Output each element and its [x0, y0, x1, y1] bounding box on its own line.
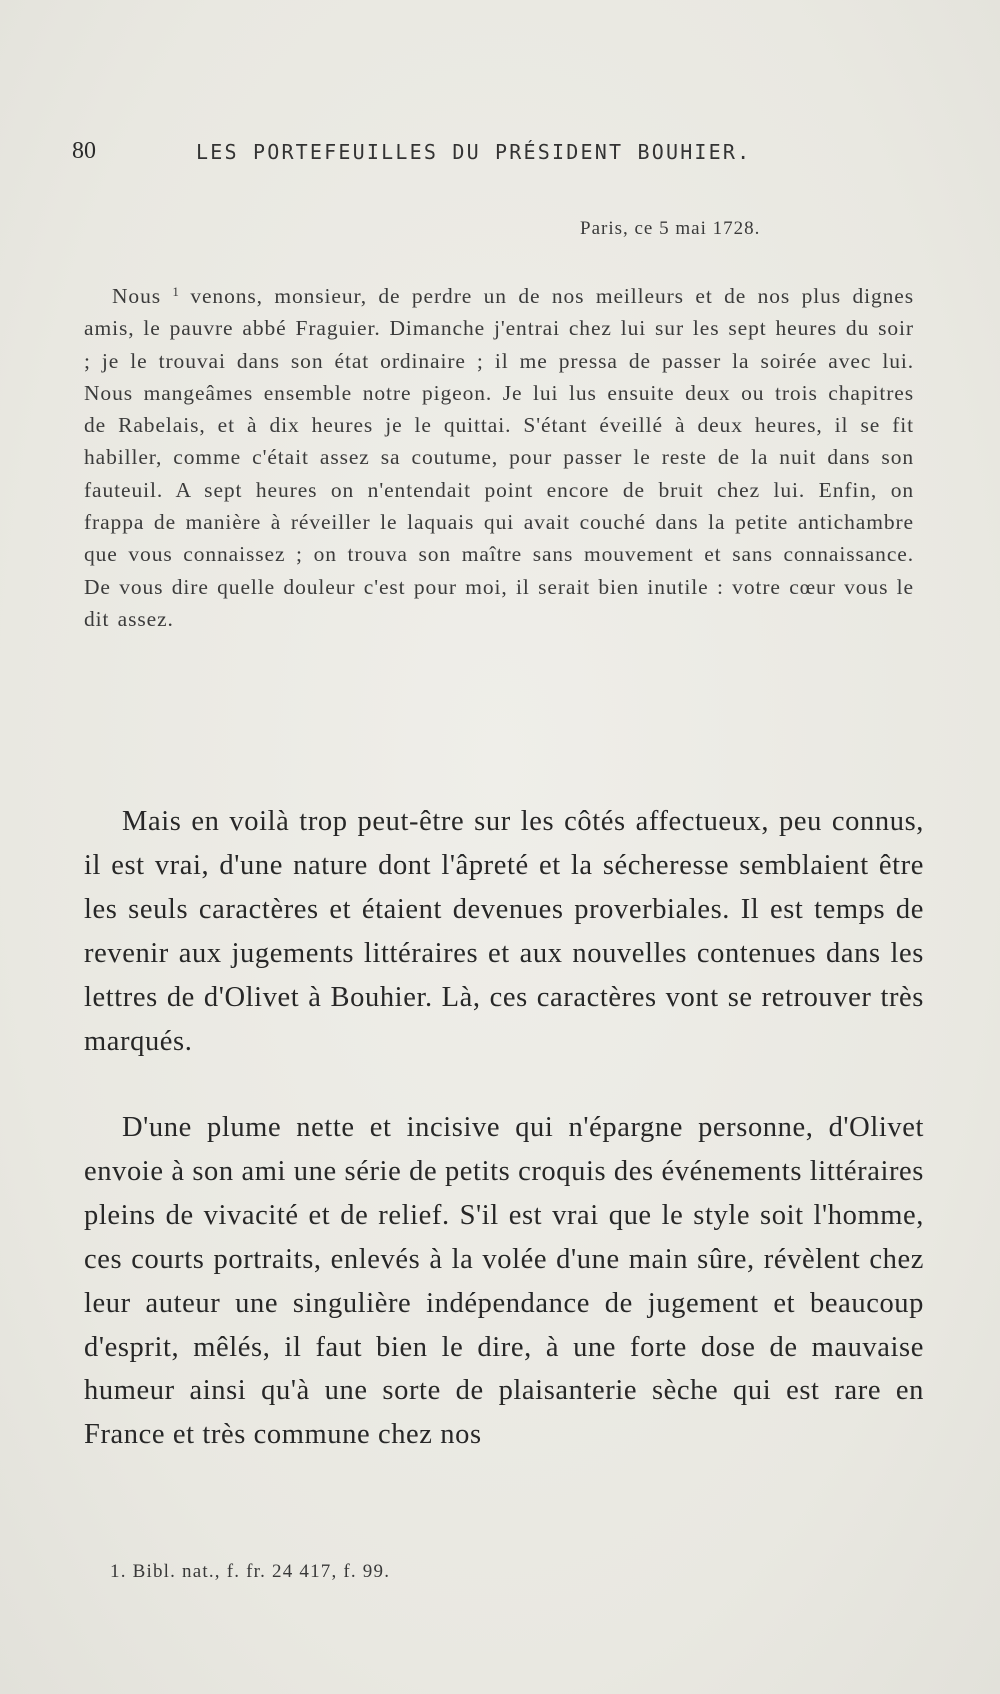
body-paragraph: Mais en voilà trop peut-être sur les côtés affectueux, peu connus, il est vrai, d'une nature dont l'âpreté et la sécheresse semblaient être les seuls caractères et étaient devenues proverbiales. Il est temps de revenir aux jugements littéraires et aux nouvelles contenues dans les lettres de d'Olivet à Bouhier. Là, ces caractères vont se retrouver très marqués.: [84, 806, 924, 1057]
running-title: LES PORTEFEUILLES DU PRÉSIDENT BOUHIER.: [196, 140, 752, 164]
quoted-letter: [84, 276, 914, 635]
letter-first-word: Nous: [112, 284, 161, 308]
letter-text: venons, monsieur, de perdre un de nos meilleurs et de nos plus dignes amis, le pauvre abbé Fraguier. Dimanche j'entrai chez lui sur les sept heures du soir ; je le trouvai dans son état ordinaire ; il me pressa de passer la soirée avec lui. Nous mangeâmes ensemble notre pigeon. Je lui lus ensuite deux ou trois chapitres de Rabelais, et à dix heures je le quittai. S'étant éveillé à deux heures, il se fit habiller, comme c'était assez sa coutume, pour passer le reste de la nuit dans son fauteuil. A sept heures on n'entendait point encore de bruit chez lui. Enfin, on frappa de manière à réveiller le laquais qui avait couché dans la petite antichambre que vous connaissez ; on trouva son maître sans mouvement et sans connaissance. De vous dire quelle douleur c'est pour moi, il serait bien inutile : votre cœur vous le dit assez.: [84, 284, 914, 631]
body-paragraph: D'une plume nette et incisive qui n'épargne personne, d'Olivet envoie à son ami une série de petits croquis des événements littéraires pleins de vivacité et de relief. S'il est vrai que le style soit l'homme, ces courts portraits, enlevés à la volée d'une main sûre, révèlent chez leur auteur une singulière indépendance de jugement et beaucoup d'esprit, mêlés, il faut bien le dire, à une forte dose de mauvaise humeur ainsi qu'à une sorte de plaisanterie sèche qui est rare en France et très commune chez nos: [84, 1112, 924, 1451]
running-head: [72, 138, 832, 174]
footnote-reference: 1: [172, 284, 179, 299]
page-number: 80: [72, 138, 96, 164]
letter-dateline: Paris, ce 5 mai 1728.: [580, 218, 761, 239]
footnote: 1. Bibl. nat., f. fr. 24 417, f. 99.: [110, 1561, 391, 1582]
